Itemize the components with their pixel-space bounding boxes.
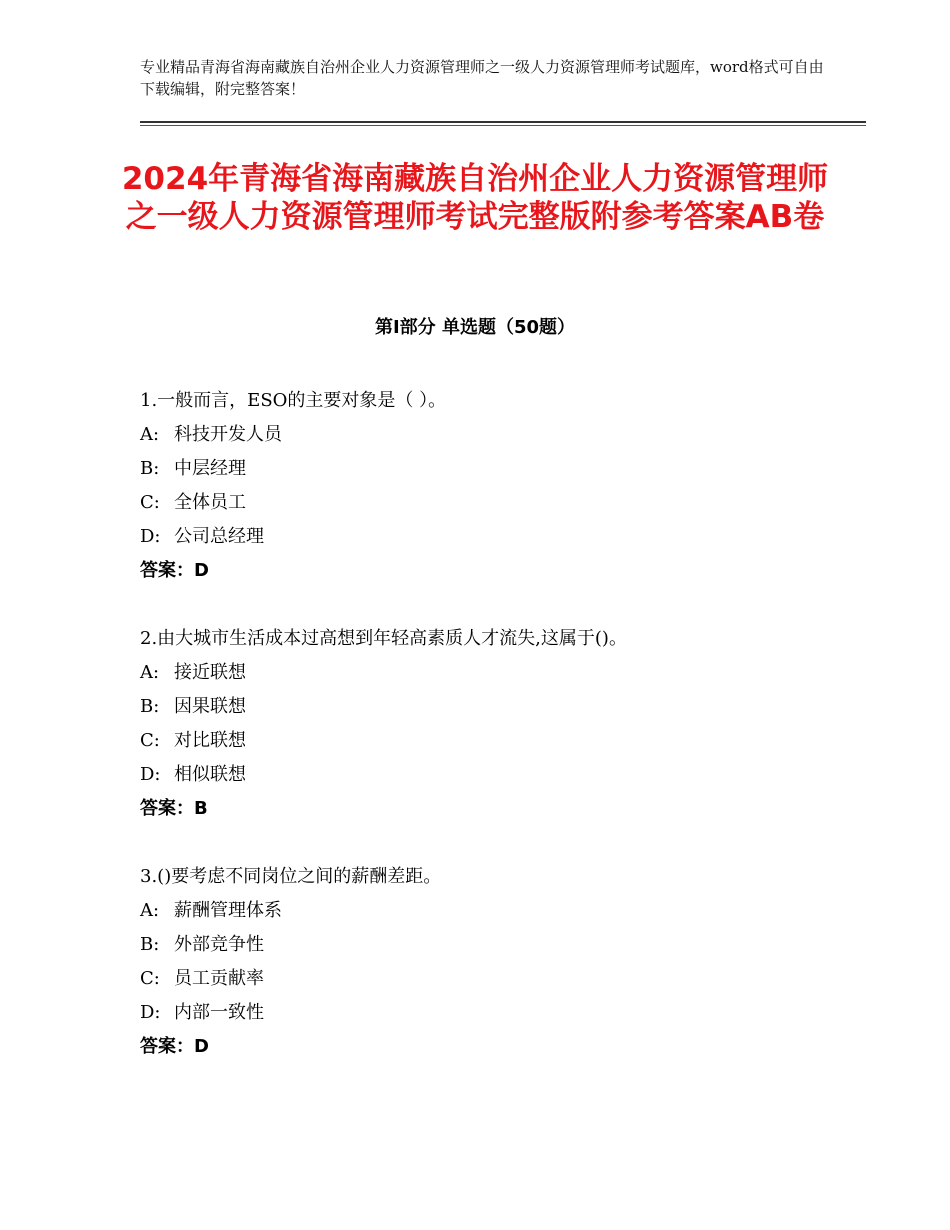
option-key: D:	[140, 526, 161, 547]
section-title: 第Ⅰ部分 单选题（50题）	[374, 317, 575, 338]
document-title: 2024年青海省海南藏族自治州企业人力资源管理师之一级人力资源管理师考试完整版附参考答案AB卷	[121, 161, 829, 235]
question-1	[140, 384, 860, 588]
option-text: 对比联想	[174, 730, 246, 751]
option-text: 薪酬管理体系	[174, 900, 282, 921]
option-d	[140, 520, 860, 554]
option-text: 外部竞争性	[174, 934, 264, 955]
option-b	[140, 928, 860, 962]
option-text: 相似联想	[174, 764, 246, 785]
option-c	[140, 962, 860, 996]
option-text: 科技开发人员	[174, 424, 282, 445]
option-key: D:	[140, 764, 161, 785]
option-key: A:	[140, 900, 160, 921]
option-key: C:	[140, 730, 160, 751]
option-text: 公司总经理	[174, 526, 264, 547]
option-d	[140, 996, 860, 1030]
option-key: B:	[140, 934, 160, 955]
option-key: B:	[140, 696, 160, 717]
option-text: 因果联想	[174, 696, 246, 717]
option-text: 全体员工	[174, 492, 246, 513]
option-d	[140, 758, 860, 792]
header-divider-thin	[140, 125, 866, 126]
option-b	[140, 452, 860, 486]
header-divider-thick	[140, 121, 866, 123]
question-3	[140, 860, 860, 1064]
option-key: A:	[140, 424, 160, 445]
question-2	[140, 622, 860, 826]
option-key: C:	[140, 492, 160, 513]
option-text: 接近联想	[174, 662, 246, 683]
option-key: D:	[140, 1002, 161, 1023]
question-list	[140, 384, 860, 1098]
answer: 答案：B	[140, 798, 208, 819]
option-text: 员工贡献率	[174, 968, 264, 989]
question-stem: 2.由大城市生活成本过高想到年轻高素质人才流失,这属于()。	[140, 628, 627, 649]
answer: 答案：D	[140, 560, 209, 581]
option-b	[140, 690, 860, 724]
option-text: 内部一致性	[174, 1002, 264, 1023]
question-stem: 1.一般而言，ESO的主要对象是（ ）。	[140, 390, 447, 411]
option-key: B:	[140, 458, 160, 479]
option-a	[140, 418, 860, 452]
option-a	[140, 894, 860, 928]
header-note: 专业精品青海省海南藏族自治州企业人力资源管理师之一级人力资源管理师考试题库，word格式可自由下载编辑，附完整答案！	[140, 58, 824, 98]
answer: 答案：D	[140, 1036, 209, 1057]
option-key: A:	[140, 662, 160, 683]
option-c	[140, 724, 860, 758]
option-text: 中层经理	[174, 458, 246, 479]
option-c	[140, 486, 860, 520]
option-a	[140, 656, 860, 690]
option-key: C:	[140, 968, 160, 989]
question-stem: 3.()要考虑不同岗位之间的薪酬差距。	[140, 866, 442, 887]
